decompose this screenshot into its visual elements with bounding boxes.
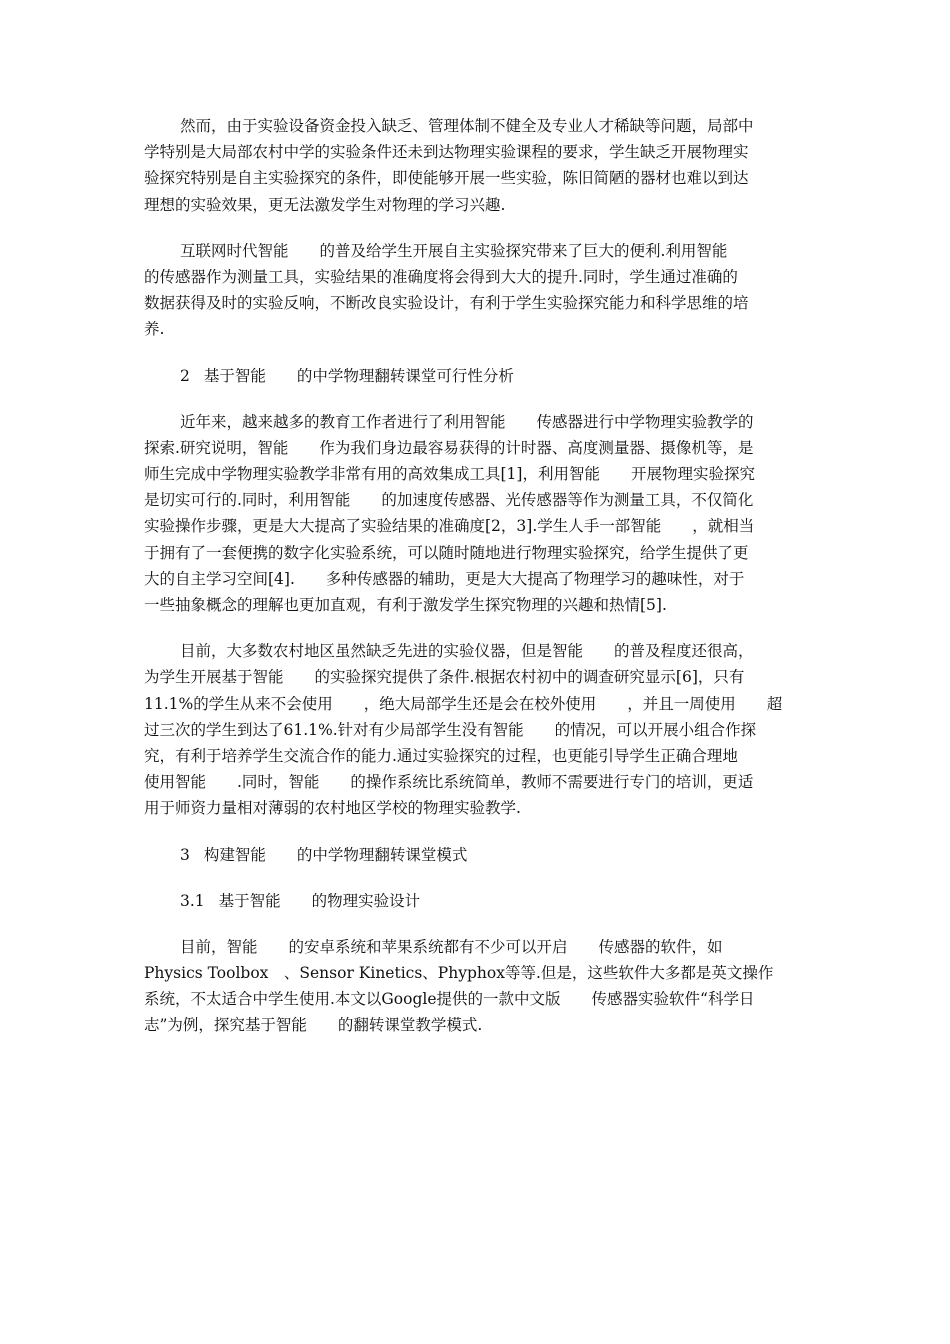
text-line: 系统，不太适合中学生使用.本文以Google提供的一款中文版 传感器实验软件“科学日: [144, 990, 755, 1009]
text-line: 过三次的学生到达了61.1%.针对有少局部学生没有智能 的情况，可以开展小组合作探: [144, 720, 757, 739]
section-heading-2: [144, 363, 808, 389]
section-heading-3-1: [144, 888, 808, 914]
text-line: 目前，智能 的安卓系统和苹果系统都有不少可以开启 传感器的软件，如: [180, 937, 723, 956]
section-number: 3.1: [180, 891, 205, 910]
text-line: 养.: [144, 320, 165, 339]
text-line: 的传感器作为测量工具，实验结果的准确度将会得到大大的提升.同时，学生通过准确的: [144, 267, 738, 286]
text-line: 目前，大多数农村地区虽然缺乏先进的实验仪器，但是智能 的普及程度还很高，: [180, 642, 754, 661]
text-line: 为学生开展基于智能 的实验探究提供了条件.根据农村初中的调查研究显示[6]，只有: [144, 668, 745, 687]
text-line: 学特别是大局部农村中学的实验条件还未到达物理实验课程的要求，学生缺乏开展物理实: [144, 143, 749, 162]
text-line: 师生完成中学物理实验教学非常有用的高效集成工具[1]，利用智能 开展物理实验探究: [144, 465, 755, 484]
text-line: 验探究特别是自主实验探究的条件，即使能够开展一些实验，陈旧简陋的器材也难以到达: [144, 169, 749, 188]
text-line: 探索.研究说明，智能 作为我们身边最容易获得的计时器、高度测量器、摄像机等，是: [144, 438, 754, 457]
section-heading-3: [144, 842, 808, 868]
text-line: Physics Toolbox 、Sensor Kinetics、Phyphox等等.但是，这些软件大多都是英文操作: [144, 964, 774, 983]
paragraph-rural-areas: [144, 638, 808, 821]
text-line: 数据获得及时的实验反响，不断改良实验设计，有利于学生实验探究能力和科学思维的培: [144, 294, 749, 313]
text-line: 理想的实验效果，更无法激发学生对物理的学习兴趣.: [144, 195, 506, 214]
text-line: 近年来，越来越多的教育工作者进行了利用智能 传感器进行中学物理实验教学的: [180, 412, 754, 431]
text-line: 然而，由于实验设备资金投入缺乏、管理体制不健全及专业人才稀缺等问题，局部中: [180, 117, 754, 135]
text-line: 志”为例，探究基于智能 的翻转课堂教学模式.: [144, 1016, 483, 1035]
section-title: 构建智能 的中学物理翻转课堂模式: [203, 845, 468, 864]
text-line: 大的自主学习空间[4]. 多种传感器的辅助，更是大大提高了物理学习的趣味性，对于: [144, 569, 745, 588]
text-line: 实验操作步骤，更是大大提高了实验结果的准确度[2，3].学生人手一部智能 ，就相当: [144, 517, 755, 536]
section-number: 2: [180, 366, 190, 385]
text-line: 使用智能 .同时，智能 的操作系统比系统简单，教师不需要进行专门的培训，更适: [144, 773, 754, 792]
text-line: 互联网时代智能 的普及给学生开展自主实验探究带来了巨大的便利.利用智能: [180, 241, 728, 260]
paragraph-equipment-shortage: [144, 113, 808, 218]
text-line: 用于师资力量相对薄弱的农村地区学校的物理实验教学.: [144, 799, 521, 818]
paragraph-software: [144, 934, 808, 1039]
document-page: [144, 113, 808, 1059]
text-line: 究，有利于培养学生交流合作的能力.通过实验探究的过程，也更能引导学生正确合理地: [144, 746, 738, 765]
section-title: 基于智能 的物理实验设计: [218, 891, 421, 910]
text-line: 11.1%的学生从来不会使用 ，绝大局部学生还是会在校外使用 ，并且一周使用 超: [144, 694, 783, 713]
section-title: 基于智能 的中学物理翻转课堂可行性分析: [203, 366, 514, 385]
section-number: 3: [180, 845, 190, 864]
text-line: 是切实可行的.同时，利用智能 的加速度传感器、光传感器等作为测量工具，不仅简化: [144, 491, 754, 510]
text-line: 一些抽象概念的理解也更加直观，有利于激发学生探究物理的兴趣和热情[5].: [144, 596, 667, 615]
text-line: 于拥有了一套便携的数字化实验系统，可以随时随地进行物理实验探究，给学生提供了更: [144, 543, 749, 562]
paragraph-internet-era: [144, 238, 808, 343]
paragraph-recent-years: [144, 409, 808, 619]
